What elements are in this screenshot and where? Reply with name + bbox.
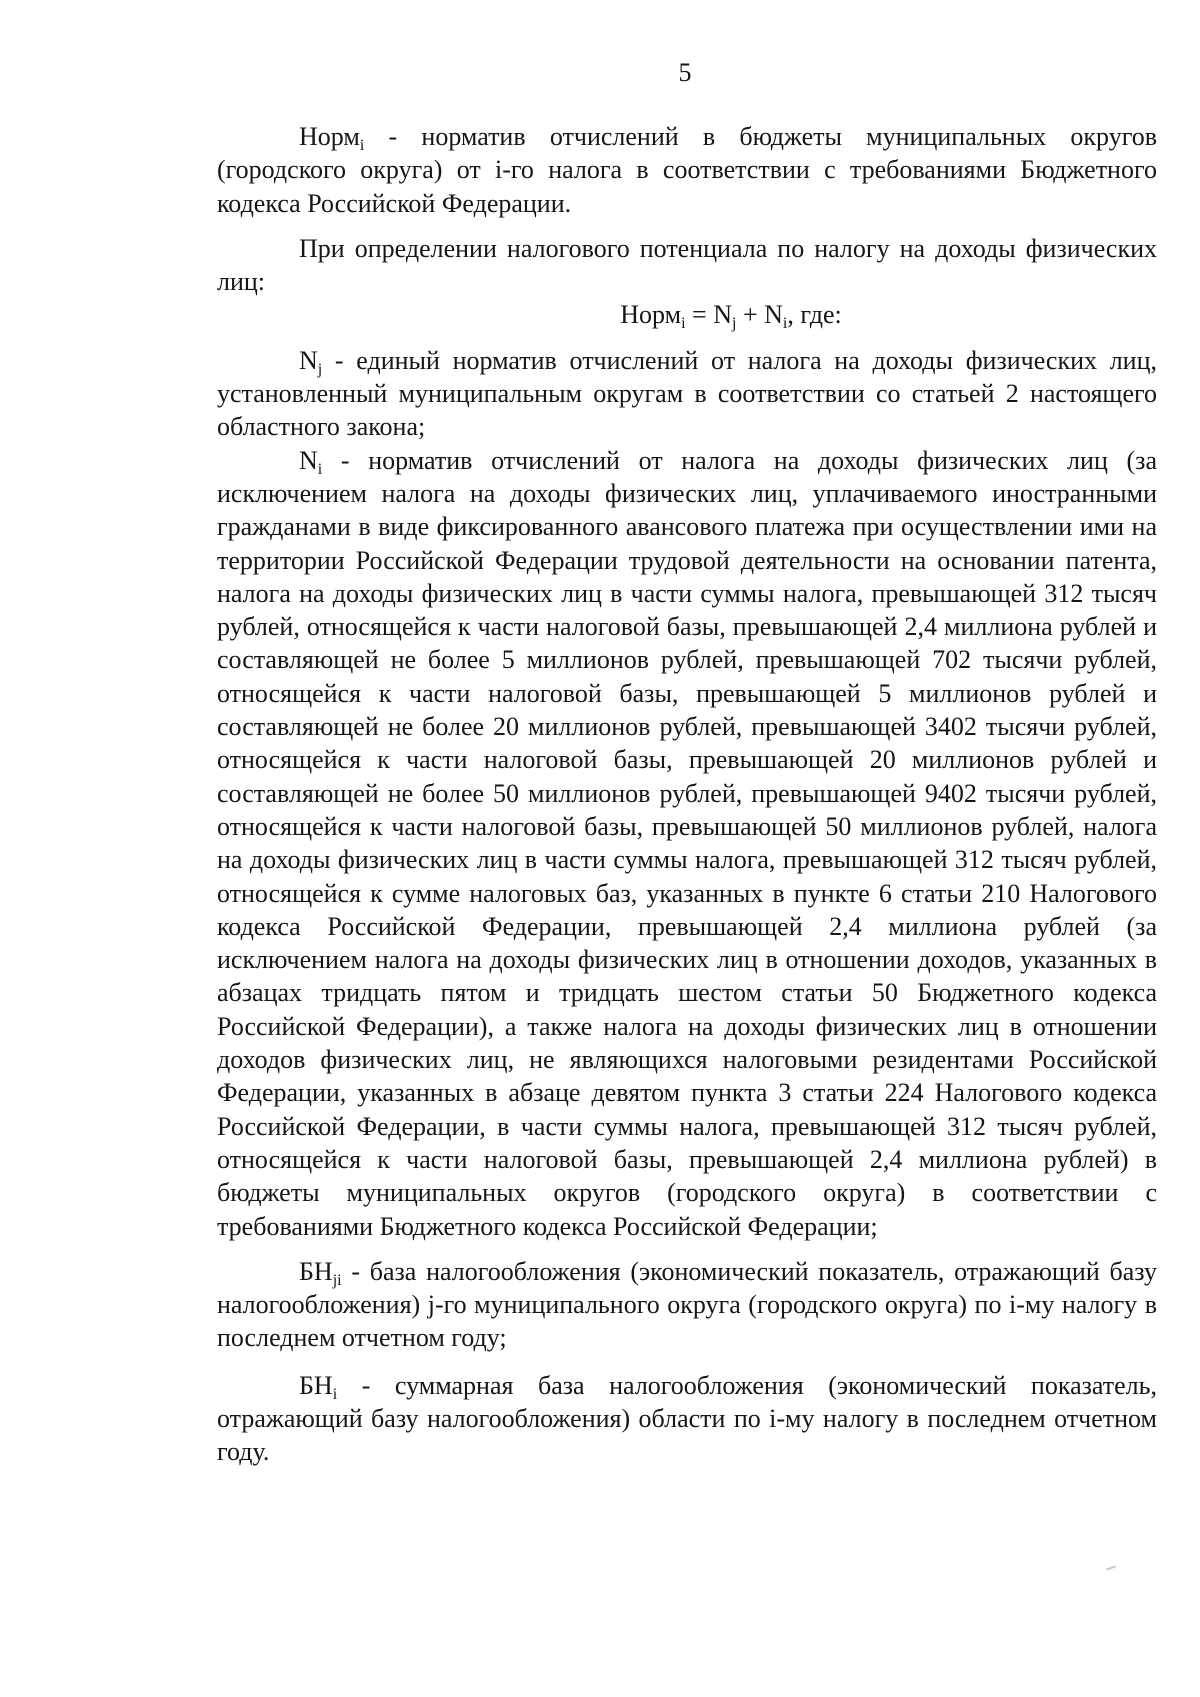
term-subscript: i xyxy=(317,460,323,478)
term-symbol: N xyxy=(299,445,318,475)
definition-text: - база налогообложения (экономический показатель, отражающий базу налогообложения) j-го муниципального округа (городского округа) по i-му налогу в последнем отчетном году; xyxy=(217,1256,1157,1353)
definition-n-i xyxy=(217,444,1157,1243)
formula-lhs: Норм xyxy=(620,300,682,330)
paragraph-text: При определении налогового потенциала по налогу на доходы физических лиц: xyxy=(217,233,1157,297)
formula-term2-subscript: i xyxy=(782,315,788,333)
term-symbol: БН xyxy=(299,1370,333,1400)
term-symbol: БН xyxy=(299,1256,333,1286)
definition-text: - суммарная база налогообложения (экономический показатель, отражающий базу налогообложения) области по i-му налогу в последнем отчетном году. xyxy=(217,1370,1157,1467)
definition-text: - норматив отчислений в бюджеты муниципальных округов (городского округа) от i-го налога в соответствии с требованиями Бюджетного кодекса Российской Федерации. xyxy=(217,122,1157,218)
definition-norm-i xyxy=(217,120,1157,220)
term-symbol: Норм xyxy=(299,122,360,151)
term-subscript: i xyxy=(359,137,365,154)
formula xyxy=(217,298,1157,331)
page-number: 5 xyxy=(678,58,692,87)
term-subscript: j xyxy=(317,360,323,378)
definition-text: - единый норматив отчислений от налога на доходы физических лиц, установленный муниципальным округам в соответствии со статьей 2 настоящего областного закона; xyxy=(217,345,1157,442)
definition-bn-i xyxy=(217,1369,1157,1469)
term-subscript: i xyxy=(332,1385,338,1403)
formula-tail: , где: xyxy=(787,300,842,330)
document-body xyxy=(217,120,1157,1469)
definition-n-j xyxy=(217,344,1157,444)
definition-bn-ji xyxy=(217,1255,1157,1355)
definition-text: - норматив отчислений от налога на доходы физических лиц (за исключением налога на доходы физических лиц, уплачиваемого иностранными гражданами в виде фиксированного авансового платежа при осуществлении ими на территории Российской Федерации трудовой деятельности на основании патента, налога на доходы физических лиц в части суммы налога, превышающей 312 тысяч рублей, относящейся к части налоговой базы, превышающей 2,4 миллиона рублей и составляющей не более 5 миллионов рублей, превышающей 702 тысячи рублей, относящейся к части налоговой базы, превышающей 5 миллионов рублей и составляющей не более 20 миллионов рублей, превышающей 3402 тысячи рублей, относящейся к части налоговой базы, превышающей 20 миллионов рублей и составляющей не более 50 миллионов рублей, превышающей 9402 тысячи рублей, относящейся к части налоговой базы, превышающей 50 миллионов рублей, налога на доходы физических лиц в части суммы налога, превышающей 312 тысяч рублей, относящейся к сумме налоговых баз, указанных в пункте 6 статьи 210 Налогового кодекса Российской Федерации, превышающей 2,4 миллиона рублей (за исключением налога на доходы физических лиц в отношении доходов, указанных в абзацах тридцать пятом и тридцать шестом статьи 50 Бюджетного кодекса Российской Федерации), а также налога на доходы физических лиц в отношении доходов физических лиц, не являющихся налоговыми резидентами Российской Федерации, указанных в абзаце девятом пункта 3 статьи 224 Налогового кодекса Российской Федерации, в части суммы налога, превышающей 312 тысяч рублей, относящейся к части налоговой базы, превышающей 2,4 миллиона рублей) в бюджеты муниципальных округов (городского округа) в соответствии с требованиями Бюджетного кодекса Российской Федерации; xyxy=(217,445,1157,1241)
term-symbol: N xyxy=(299,345,318,375)
formula-plus-term: + N xyxy=(736,300,783,330)
formula-lhs-subscript: i xyxy=(681,315,686,333)
formula-term1-subscript: j xyxy=(732,315,737,333)
term-subscript: ji xyxy=(332,1271,342,1289)
intro-paragraph xyxy=(217,232,1157,299)
formula-equals-term: = N xyxy=(685,300,732,330)
scan-artifact xyxy=(1106,1565,1116,1570)
